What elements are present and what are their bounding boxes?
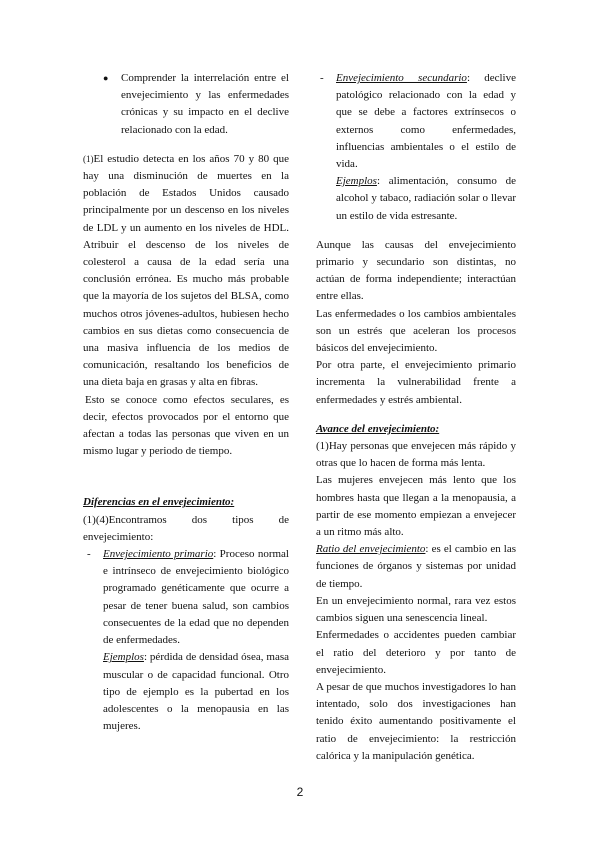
examples-label: Ejemplos — [103, 651, 144, 664]
paragraph-speed: (1)Hay personas que envejecen más rápido y otras que lo hacen de forma más lenta. — [316, 440, 516, 470]
secondary-aging-label: Envejecimiento secundario — [336, 72, 467, 84]
primary-aging-item — [83, 546, 289, 735]
paragraph-vulnerability: Por otra parte, el envejecimiento primario incrementa la vulnerabilidad frente a enfermedades y estrés ambiental. — [316, 359, 516, 406]
types-intro: (1)(4)Encontramos dos tipos de envejecimiento: — [83, 513, 289, 543]
section-heading-differences: Diferencias en el envejecimiento: — [83, 496, 235, 509]
paragraph-research: A pesar de que muchos investigadores lo han intentado, solo dos investigaciones han tenido éxito aumentando positivamente el ratio de envejecimiento: la restricción calórica y la manipulación genética. — [316, 680, 516, 762]
section-heading-progress: Avance del envejecimiento: — [316, 422, 440, 435]
ratio-text: : es el cambio en las funciones de órganos y sistemas por unidad de tiempo. — [316, 543, 517, 590]
examples-text: : alimentación, consumo de alcohol y tabaco, radiación solar o llevar un estilo de vida estresante. — [336, 175, 516, 222]
secondary-aging-body — [336, 70, 516, 225]
bullet-item — [103, 70, 289, 139]
bullet-text: Comprender la interrelación entre el envejecimiento y las enfermedades crónicas y su impacto en el declive relacionado con la edad. — [121, 72, 289, 136]
right-column — [316, 70, 516, 765]
paragraph-interaction: Aunque las causas del envejecimiento primario y secundario son distintas, no actúan de forma independiente; interactúan entre ellas. — [316, 238, 516, 303]
paragraph-stress: Las enfermedades o los cambios ambientales son un estrés que aceleran los procesos básicos del envejecimiento. — [316, 307, 516, 355]
secondary-aging-item — [316, 70, 516, 225]
paragraph-secular: Esto se conoce como efectos seculares, es decir, efectos provocados por el entorno que afectan a todas las personas que viven en un mismo lugar y periodo de tiempo. — [83, 393, 289, 458]
left-column — [83, 70, 289, 735]
primary-aging-label: Envejecimiento primario — [103, 548, 214, 561]
primary-aging-body — [103, 546, 289, 735]
paragraph-ratio — [316, 541, 516, 593]
citation-ref: (1) — [83, 153, 94, 164]
dash-marker: - — [320, 72, 324, 84]
examples-text: : pérdida de densidad ósea, masa muscular o de capacidad funcional. Otro tipo de ejemplo es la pubertad en los adolescentes o la menopausia en las mujeres. — [103, 651, 289, 733]
paragraph-ldl-text: El estudio detecta en los años 70 y 80 que hay una disminución de muertes en la población de Estados Unidos causado principalmente por un descenso en los niveles de LDL y un aumento en los niveles de HDL. Atribuir el descenso de los niveles de colesterol a causa de la edad sería una conclusión errónea. Es mucho más probable que la mayoría de los sujetos del BLSA, como muchos otros jóvenes-adultos, hubiesen hecho cambios en sus dietas como consecuencia de una masiva influencia de los medios de comunicación, resaltando los beneficios de una dieta baja en grasas y alta en fibras. — [83, 152, 289, 389]
examples-label: Ejemplos — [336, 175, 377, 188]
paragraph-normal: En un envejecimiento normal, rara vez estos cambios siguen una senescencia lineal. — [316, 594, 516, 625]
dash-marker: - — [87, 548, 91, 561]
paragraph-women: Las mujeres envejecen más lento que los hombres hasta que llegan a la menopausia, a partir de ese momento empiezan a envejecer a un ritmo más alto. — [316, 474, 516, 539]
paragraph-ldl — [83, 151, 289, 392]
secondary-aging-text: : declive patológico relacionado con la edad y que se debe a factores extrínsecos o externos como enfermedades, influencias ambientales o el estilo de vida. — [336, 72, 516, 171]
primary-aging-text: : Proceso normal e intrínseco de envejecimiento biológico programado genéticamente que ocurre a pesar de tener buena salud, son cambios consecuentes de la edad que no dependen de enfermedades. — [103, 548, 289, 647]
page-number: 2 — [296, 785, 304, 799]
ratio-label: Ratio del envejecimiento — [316, 543, 426, 556]
paragraph-accidents: Enfermedades o accidentes pueden cambiar el ratio del deterioro y por tanto de envejecimiento. — [316, 629, 516, 676]
bullet-dot-icon: ● — [103, 73, 109, 83]
